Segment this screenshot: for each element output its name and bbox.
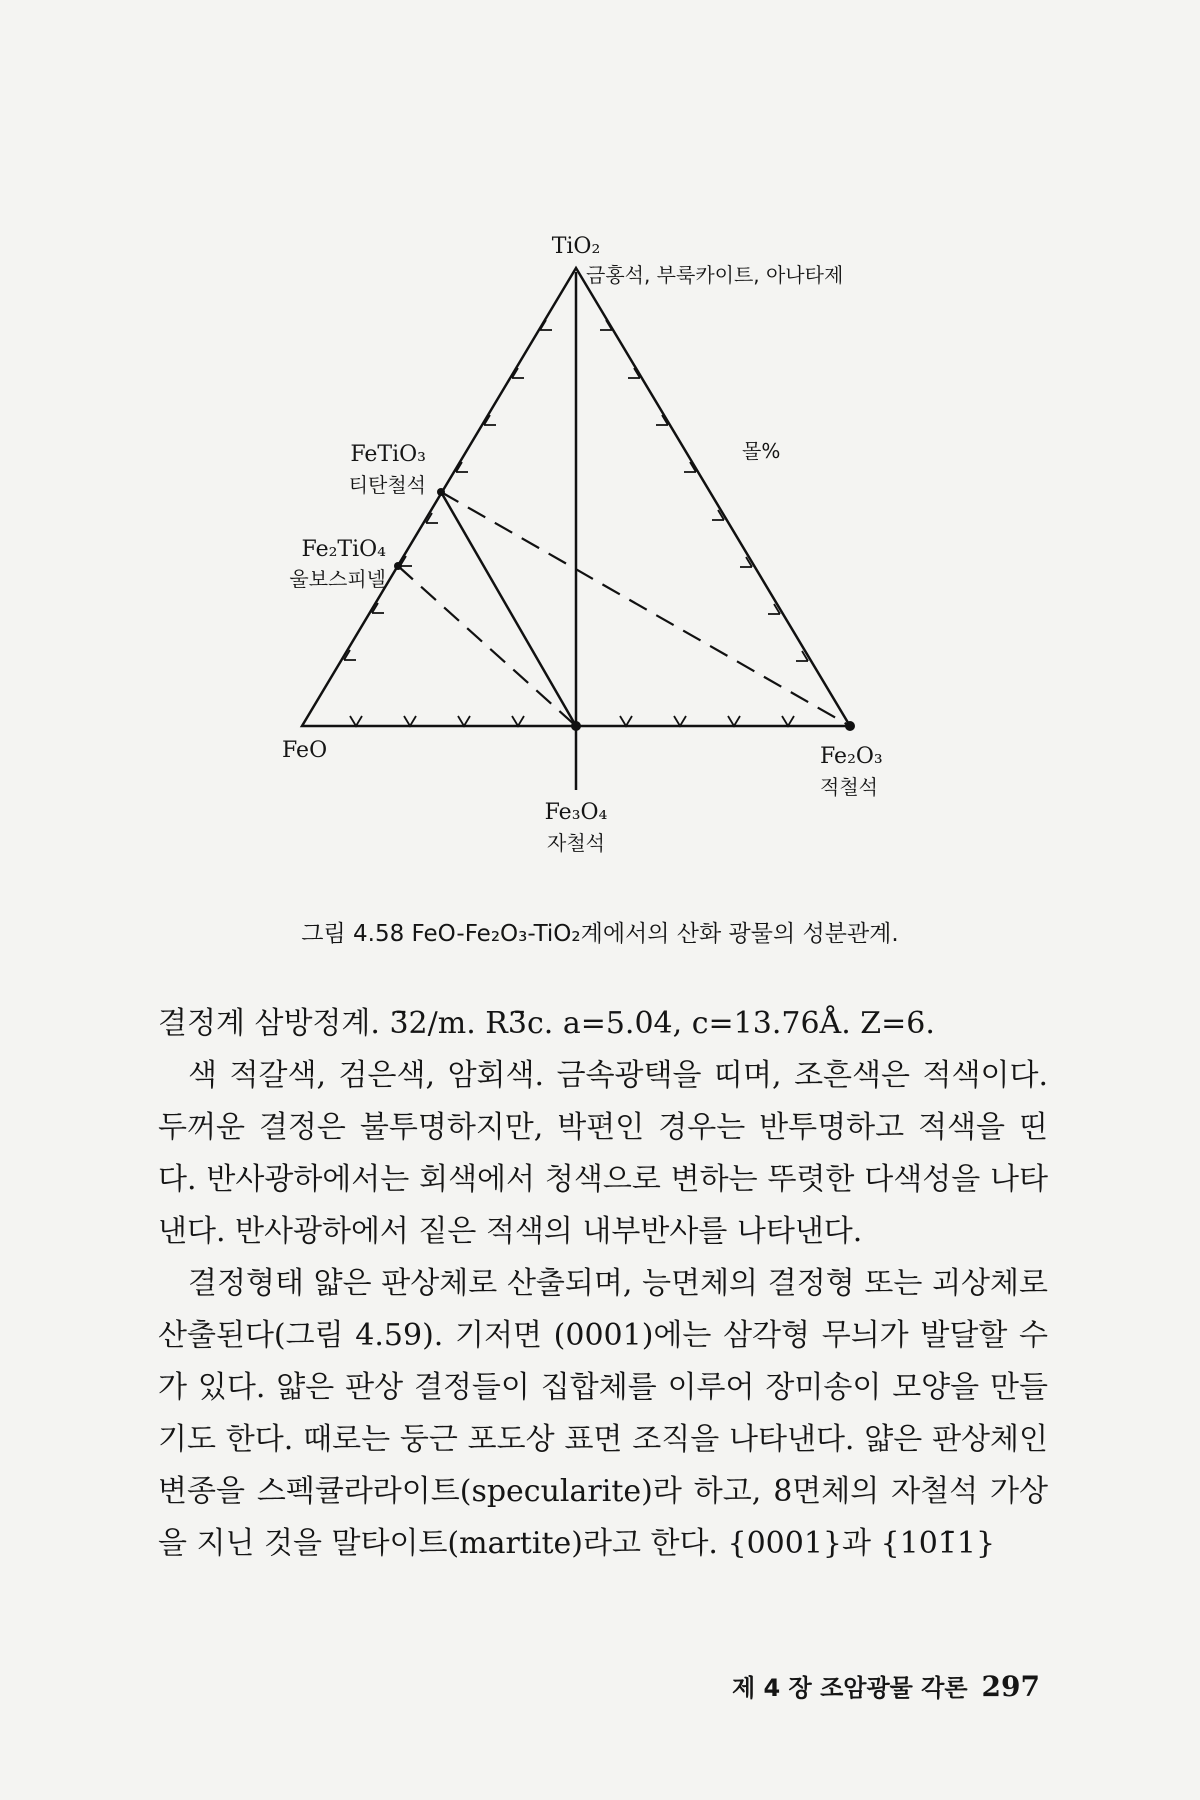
fetio3-point: [437, 488, 445, 496]
feo-label: FeO: [282, 738, 328, 763]
ulvospinel-magnetite-dashed-line: [398, 566, 576, 726]
fe2o3-label: Fe₂O₃: [820, 744, 883, 769]
fe2o3-name-label: 적철석: [820, 775, 878, 799]
fetio3-fe3o4-tie-line: [441, 492, 576, 726]
page-footer: [732, 1668, 1040, 1703]
fe2tio4-name-label: 울보스피넬: [289, 567, 386, 591]
crystal-system-paragraph: 결정계 삼방정계. 3̄2/m. R3̄c. a=5.04, c=13.76Å. Z=6.: [158, 1006, 935, 1041]
fe3o4-label: Fe₃O₄: [544, 800, 608, 825]
fe3o4-name-label: 자철석: [547, 831, 605, 855]
fetio3-name-label: 티탄철석: [348, 473, 426, 497]
crystal-form-paragraph: 결정형태 얇은 판상체로 산출되며, 능면체의 결정형 또는 괴상체로 산출된다(그림 4.59). 기저면 (0001)에는 삼각형 무늬가 발달할 수가 있다. 얇은 판상 결정들이 집합체를 이루어 장미송이 모양을 만들기도 한다. 때로는 둥근 포도상 표면 조직을 나타낸다. 얇은 판상체인 변종을 스펙큘라라이트(specularite)라 하고, 8면체의 자철석 가상을 지닌 것을 말타이트(martite)라고 한다. {0001}과 {101̄1}: [158, 1266, 1048, 1561]
tio2-label: TiO₂: [551, 234, 601, 259]
fe2o3-point: [845, 721, 855, 731]
right-edge-ticks: [600, 320, 808, 661]
fe2tio4-label: Fe₂TiO₄: [301, 537, 386, 562]
fe3o4-point: [571, 721, 581, 731]
ilmenite-hematite-dashed-line: [441, 492, 850, 726]
figure-caption: 그림 4.58 FeO-Fe₂O₃-TiO₂계에서의 산화 광물의 성분관계.: [301, 921, 899, 947]
mol-percent-label: 몰%: [742, 439, 781, 463]
tio2-minerals-label: 금홍석, 부룩카이트, 아나타제: [586, 263, 844, 287]
body-text: [158, 998, 1048, 1570]
fetio3-label: FeTiO₃: [350, 442, 426, 467]
page-number: 297: [981, 1670, 1040, 1703]
color-paragraph: 색 적갈색, 검은색, 암회색. 금속광택을 띠며, 조흔색은 적색이다. 두꺼운 결정은 불투명하지만, 박편인 경우는 반투명하고 적색을 띤다. 반사광하에서는 회색에서 청색으로 변하는 뚜렷한 다색성을 나타낸다. 반사광하에서 짙은 적색의 내부반사를 나타낸다.: [158, 1058, 1048, 1249]
chapter-title: 제 4 장 조암광물 각론: [731, 1674, 968, 1702]
